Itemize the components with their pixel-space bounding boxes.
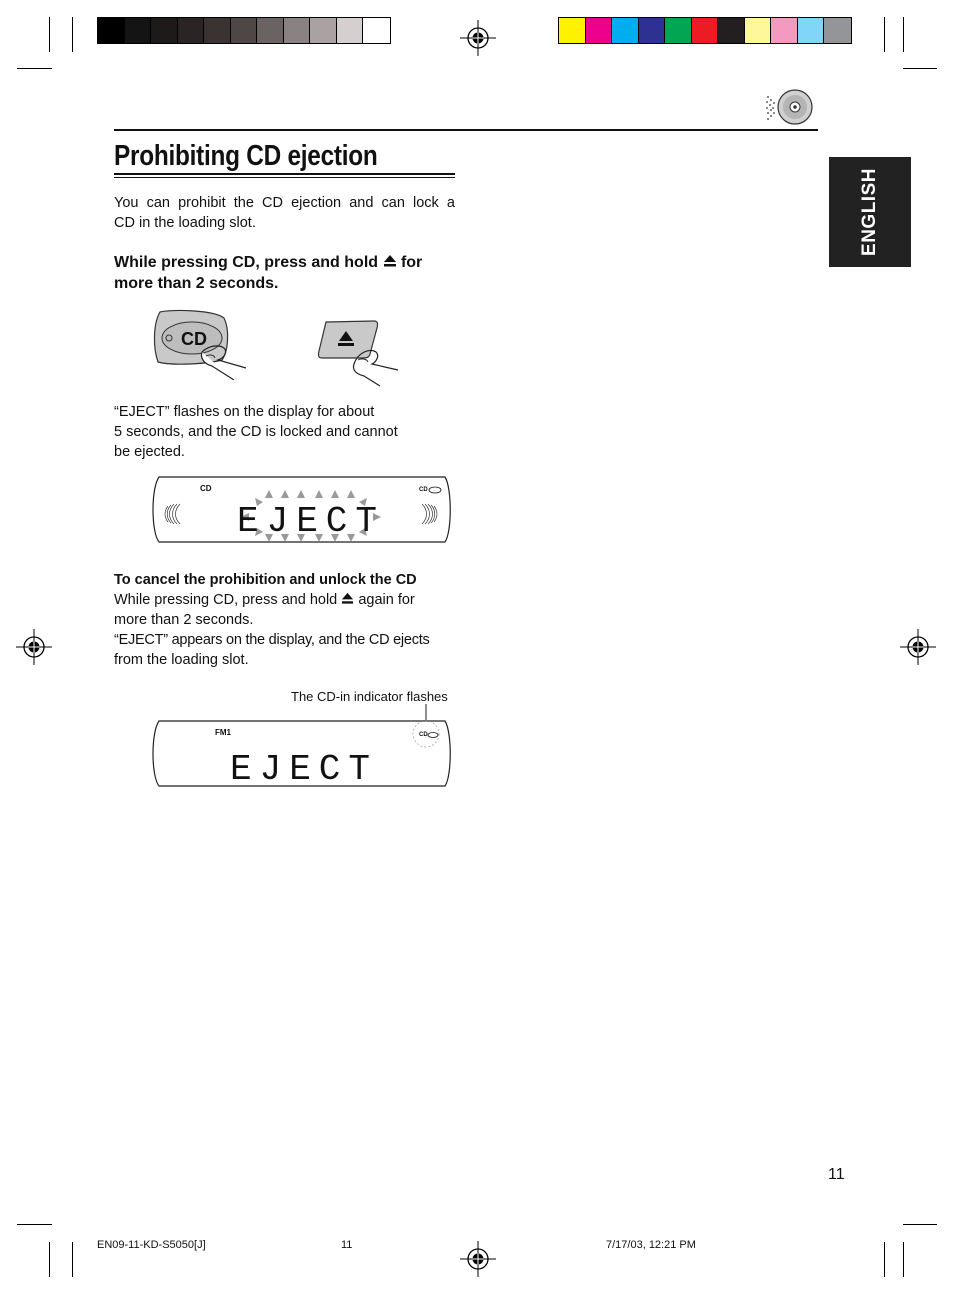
color-swatch	[284, 18, 311, 43]
crop-mark	[903, 1242, 904, 1277]
language-tab-label: ENGLISH	[859, 168, 880, 256]
header-rule	[114, 129, 818, 131]
instruction-line	[114, 252, 455, 273]
mode-indicator: CD	[200, 484, 212, 493]
lcd-text: EJECT	[236, 501, 386, 542]
color-swatch	[337, 18, 364, 43]
cd-button-label: CD	[181, 329, 207, 349]
crop-mark	[49, 1242, 50, 1277]
lcd-display-flashing	[149, 476, 455, 544]
color-swatch	[363, 18, 390, 43]
cd-in-indicator: CD	[419, 732, 428, 738]
instruction-line-pre: While pressing CD, press and hold	[114, 254, 379, 271]
cd-disc-icon	[762, 88, 816, 128]
title-underline	[114, 173, 455, 175]
cancel-line-pre: While pressing CD, press and hold	[114, 592, 338, 608]
footer-timestamp: 7/17/03, 12:21 PM	[606, 1239, 696, 1251]
grayscale-color-bar	[97, 17, 391, 44]
registration-mark-icon	[460, 20, 496, 56]
color-swatch	[612, 18, 639, 43]
color-swatch	[665, 18, 692, 43]
color-swatch	[798, 18, 825, 43]
color-swatch	[559, 18, 586, 43]
color-swatch	[178, 18, 205, 43]
footer-page: 11	[341, 1239, 353, 1251]
instruction-line-post: for	[400, 254, 423, 271]
intro-line: CD in the loading slot.	[114, 215, 256, 231]
process-color-bar	[558, 17, 852, 44]
color-swatch	[231, 18, 258, 43]
intro-line: You can prohibit the CD ejection and can lock a	[114, 195, 455, 211]
color-swatch	[771, 18, 798, 43]
eject-note-line: 5 seconds, and the CD is locked and cannot	[114, 424, 398, 440]
eject-note	[114, 402, 474, 462]
page-title: Prohibiting CD ejection	[114, 140, 378, 172]
cancel-line	[114, 590, 459, 610]
color-swatch	[151, 18, 178, 43]
color-swatch	[718, 18, 745, 43]
eject-note-line: “EJECT” flashes on the display for about	[114, 404, 375, 420]
crop-mark	[17, 68, 52, 69]
color-swatch	[98, 18, 125, 43]
page-number: 11	[828, 1166, 845, 1183]
color-swatch	[125, 18, 152, 43]
crop-mark	[903, 68, 937, 69]
eject-button-illustration	[314, 318, 404, 388]
crop-mark	[884, 1242, 885, 1277]
color-swatch	[257, 18, 284, 43]
cd-button-illustration	[152, 308, 252, 380]
color-swatch	[639, 18, 666, 43]
instruction-text	[114, 252, 455, 294]
registration-mark-icon	[16, 629, 52, 665]
crop-mark	[49, 17, 50, 52]
color-swatch	[824, 18, 851, 43]
eject-note-line: be ejected.	[114, 444, 185, 460]
instruction-line: more than 2 seconds.	[114, 275, 279, 292]
crop-mark	[72, 17, 73, 52]
color-swatch	[692, 18, 719, 43]
color-swatch	[204, 18, 231, 43]
cancel-line-post: again for	[358, 592, 415, 608]
crop-mark	[903, 17, 904, 52]
crop-mark	[17, 1224, 52, 1225]
footer-file-name: EN09-11-KD-S5050[J]	[97, 1239, 206, 1251]
cancel-line: from the loading slot.	[114, 652, 249, 668]
cd-in-indicator: CD	[419, 487, 428, 493]
crop-mark	[72, 1242, 73, 1277]
crop-mark	[884, 17, 885, 52]
lcd-text: EJECT	[229, 749, 379, 788]
color-swatch	[586, 18, 613, 43]
eject-icon	[341, 592, 354, 605]
lcd-display	[149, 704, 455, 788]
cancel-line: “EJECT” appears on the display, and the CD ejects	[114, 632, 430, 648]
color-swatch	[310, 18, 337, 43]
cancel-section	[114, 570, 459, 670]
eject-icon	[383, 254, 397, 268]
title-underline	[114, 177, 455, 178]
cd-in-indicator-caption: The CD-in indicator flashes	[291, 689, 448, 704]
intro-paragraph	[114, 193, 455, 233]
registration-mark-icon	[460, 1241, 496, 1277]
cancel-heading: To cancel the prohibition and unlock the CD	[114, 572, 417, 588]
crop-mark	[903, 1224, 937, 1225]
language-tab	[829, 157, 911, 267]
mode-indicator: FM1	[215, 728, 231, 737]
registration-mark-icon	[900, 629, 936, 665]
color-swatch	[745, 18, 772, 43]
cancel-line: more than 2 seconds.	[114, 612, 254, 628]
